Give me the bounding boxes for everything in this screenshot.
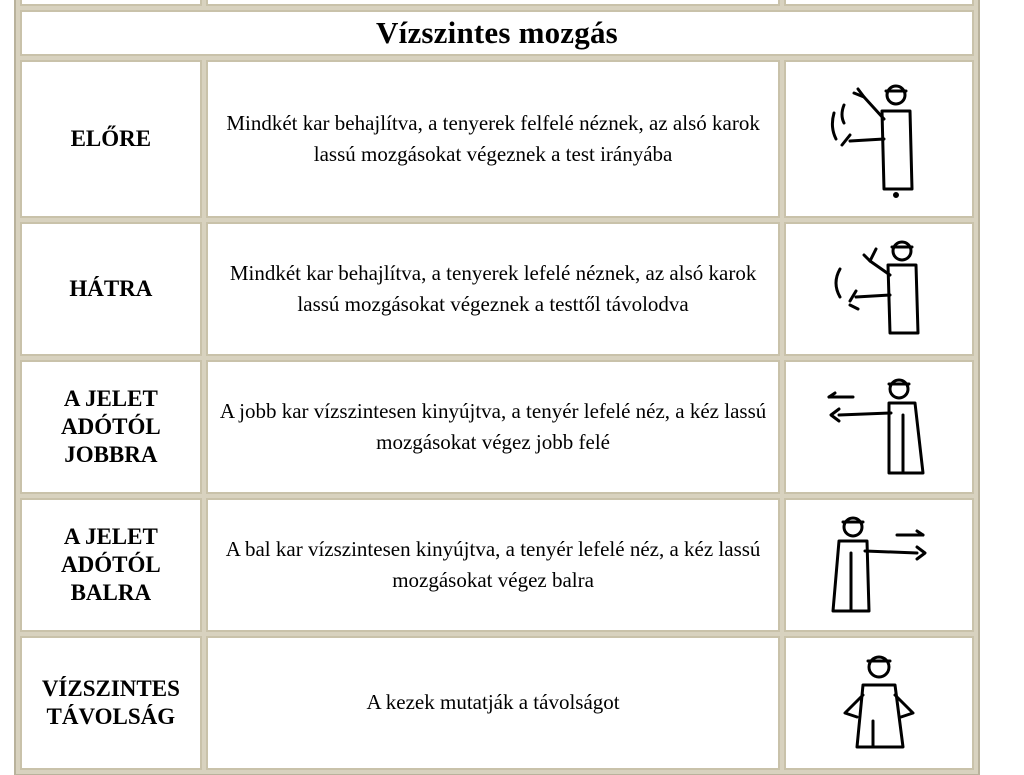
table-row	[20, 636, 974, 770]
signal-label	[20, 636, 202, 770]
stub-cell	[784, 0, 974, 6]
distance-signal-icon	[829, 651, 929, 755]
signal-label: ELŐRE	[20, 60, 202, 218]
signal-label-line: JOBBRA	[64, 442, 158, 468]
signal-label	[20, 498, 202, 632]
signal-illustration-cell	[784, 360, 974, 494]
forward-signal-icon	[824, 79, 934, 199]
signal-label-line: TÁVOLSÁG	[46, 704, 176, 729]
right-signal-icon	[819, 375, 939, 479]
left-signal-icon	[819, 513, 939, 617]
signal-label-line: VÍZSZINTES	[41, 675, 180, 701]
signal-label-line: ADÓTÓL	[61, 413, 161, 439]
signal-illustration-cell	[784, 498, 974, 632]
table-row	[20, 222, 974, 356]
table-row	[20, 498, 974, 632]
signal-description: Mindkét kar behajlítva, a tenyerek felfelé néznek, az alsó karok lassú mozgásokat végeznek a test irányába	[206, 60, 781, 218]
signal-label: HÁTRA	[20, 222, 202, 356]
stub-cell	[206, 0, 781, 6]
signal-label-line: A JELET	[63, 523, 158, 549]
signals-table	[14, 0, 980, 775]
signal-description: A bal kar vízszintesen kinyújtva, a tenyér lefelé néz, a kéz lassú mozgásokat végez balra	[206, 498, 781, 632]
signal-description: Mindkét kar behajlítva, a tenyerek lefelé néznek, az alsó karok lassú mozgásokat végeznek a testtől távolodva	[206, 222, 781, 356]
signal-description: A jobb kar vízszintesen kinyújtva, a tenyér lefelé néz, a kéz lassú mozgásokat végez jobb felé	[206, 360, 781, 494]
signal-illustration-cell	[784, 636, 974, 770]
table-row	[20, 60, 974, 218]
signal-description: A kezek mutatják a távolságot	[206, 636, 781, 770]
signal-label-line: A JELET	[63, 385, 158, 411]
signal-illustration-cell	[784, 222, 974, 356]
stub-cell	[20, 0, 202, 6]
signal-label	[20, 360, 202, 494]
table-row	[20, 360, 974, 494]
signal-illustration-cell	[784, 60, 974, 218]
signal-label-line: BALRA	[70, 580, 152, 606]
signal-label-line: ADÓTÓL	[61, 551, 161, 577]
table-top-stub-row	[20, 0, 974, 6]
table-title: Vízszintes mozgás	[20, 10, 974, 56]
backward-signal-icon	[824, 239, 934, 339]
title-row	[20, 10, 974, 56]
